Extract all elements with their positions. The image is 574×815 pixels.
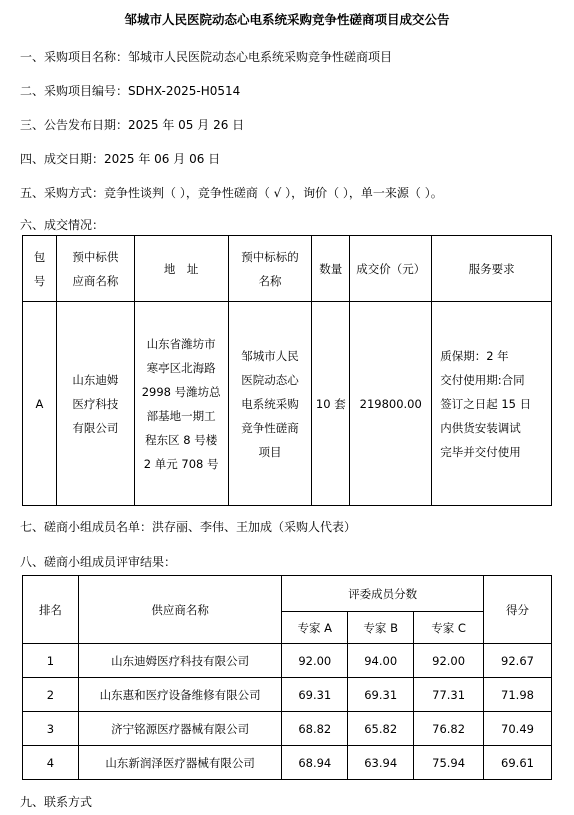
header-supplier-name: 供应商名称 [78,576,281,644]
panel-members: 七、磋商小组成员名单：洪存丽、李伟、王加成（采购人代表） [20,520,357,534]
score-header-row [23,576,552,612]
expert-b-cell: 94.00 [348,644,414,678]
score-cell: 70.49 [484,712,552,746]
score-cell: 92.67 [484,644,552,678]
row-package: A [23,302,57,506]
header-expert-b: 专家 B [348,612,414,644]
contact-heading: 九、联系方式 [20,795,93,809]
expert-c-cell: 92.00 [414,644,484,678]
header-expert-group: 评委成员分数 [282,576,484,612]
deal-table [22,235,552,506]
notice-title: 邹城市人民医院动态心电系统采购竞争性磋商项目成交公告 [124,12,450,27]
score-cell: 71.98 [484,678,552,712]
row-target: 邹城市人民 医院动态心 电系统采购 竞争性磋商 项目 [228,302,312,506]
table-row [23,712,552,746]
header-rank: 排名 [23,576,79,644]
supplier-cell: 山东迪姆医疗科技有限公司 [78,644,281,678]
project-number: 二、采购项目编号：SDHX-2025-H0514 [20,84,241,98]
supplier-cell: 山东惠和医疗设备维修有限公司 [78,678,281,712]
deal-table-row [23,302,552,506]
deal-heading: 六、成交情况： [20,218,105,232]
table-row [23,678,552,712]
header-address: 地 址 [134,236,228,302]
header-target: 预中标标的 名称 [228,236,312,302]
supplier-cell: 山东新润泽医疗器械有限公司 [78,746,281,780]
rank-cell: 4 [23,746,79,780]
expert-c-cell: 77.31 [414,678,484,712]
table-row [23,644,552,678]
expert-a-cell: 92.00 [282,644,348,678]
header-supplier: 预中标供 应商名称 [56,236,134,302]
row-price: 219800.00 [350,302,432,506]
header-service: 服务要求 [432,236,552,302]
rank-cell: 2 [23,678,79,712]
expert-a-cell: 69.31 [282,678,348,712]
expert-c-cell: 76.82 [414,712,484,746]
expert-b-cell: 65.82 [348,712,414,746]
deal-table-header [23,236,552,302]
header-score: 得分 [484,576,552,644]
row-service: 质保期：2 年 交付使用期:合同 签订之日起 15 日 内供货安装调试 完毕并交付使用 [432,302,552,506]
publish-date: 三、公告发布日期：2025 年 05 月 26 日 [20,118,245,132]
rank-cell: 3 [23,712,79,746]
header-package: 包 号 [23,236,57,302]
row-address: 山东省潍坊市 寒亭区北海路 2998 号潍坊总 部基地一期工 程东区 8 号楼 2 单元 708 号 [134,302,228,506]
supplier-cell: 济宁铭源医疗器械有限公司 [78,712,281,746]
expert-a-cell: 68.82 [282,712,348,746]
expert-a-cell: 68.94 [282,746,348,780]
row-quantity: 10 套 [312,302,350,506]
header-expert-a: 专家 A [282,612,348,644]
score-table [22,575,552,780]
header-expert-c: 专家 C [414,612,484,644]
procurement-method: 五、采购方式：竞争性谈判（ ），竞争性磋商（ √ ），询价（ ），单一来源（ ）。 [20,186,443,200]
score-cell: 69.61 [484,746,552,780]
expert-b-cell: 69.31 [348,678,414,712]
expert-b-cell: 63.94 [348,746,414,780]
rank-cell: 1 [23,644,79,678]
row-supplier: 山东迪姆 医疗科技 有限公司 [56,302,134,506]
deal-date: 四、成交日期：2025 年 06 月 06 日 [20,152,221,166]
table-row [23,746,552,780]
header-quantity: 数量 [312,236,350,302]
project-name: 一、采购项目名称：邹城市人民医院动态心电系统采购竞争性磋商项目 [20,50,393,64]
expert-c-cell: 75.94 [414,746,484,780]
review-heading: 八、磋商小组成员评审结果： [20,555,177,569]
header-price: 成交价（元） [350,236,432,302]
